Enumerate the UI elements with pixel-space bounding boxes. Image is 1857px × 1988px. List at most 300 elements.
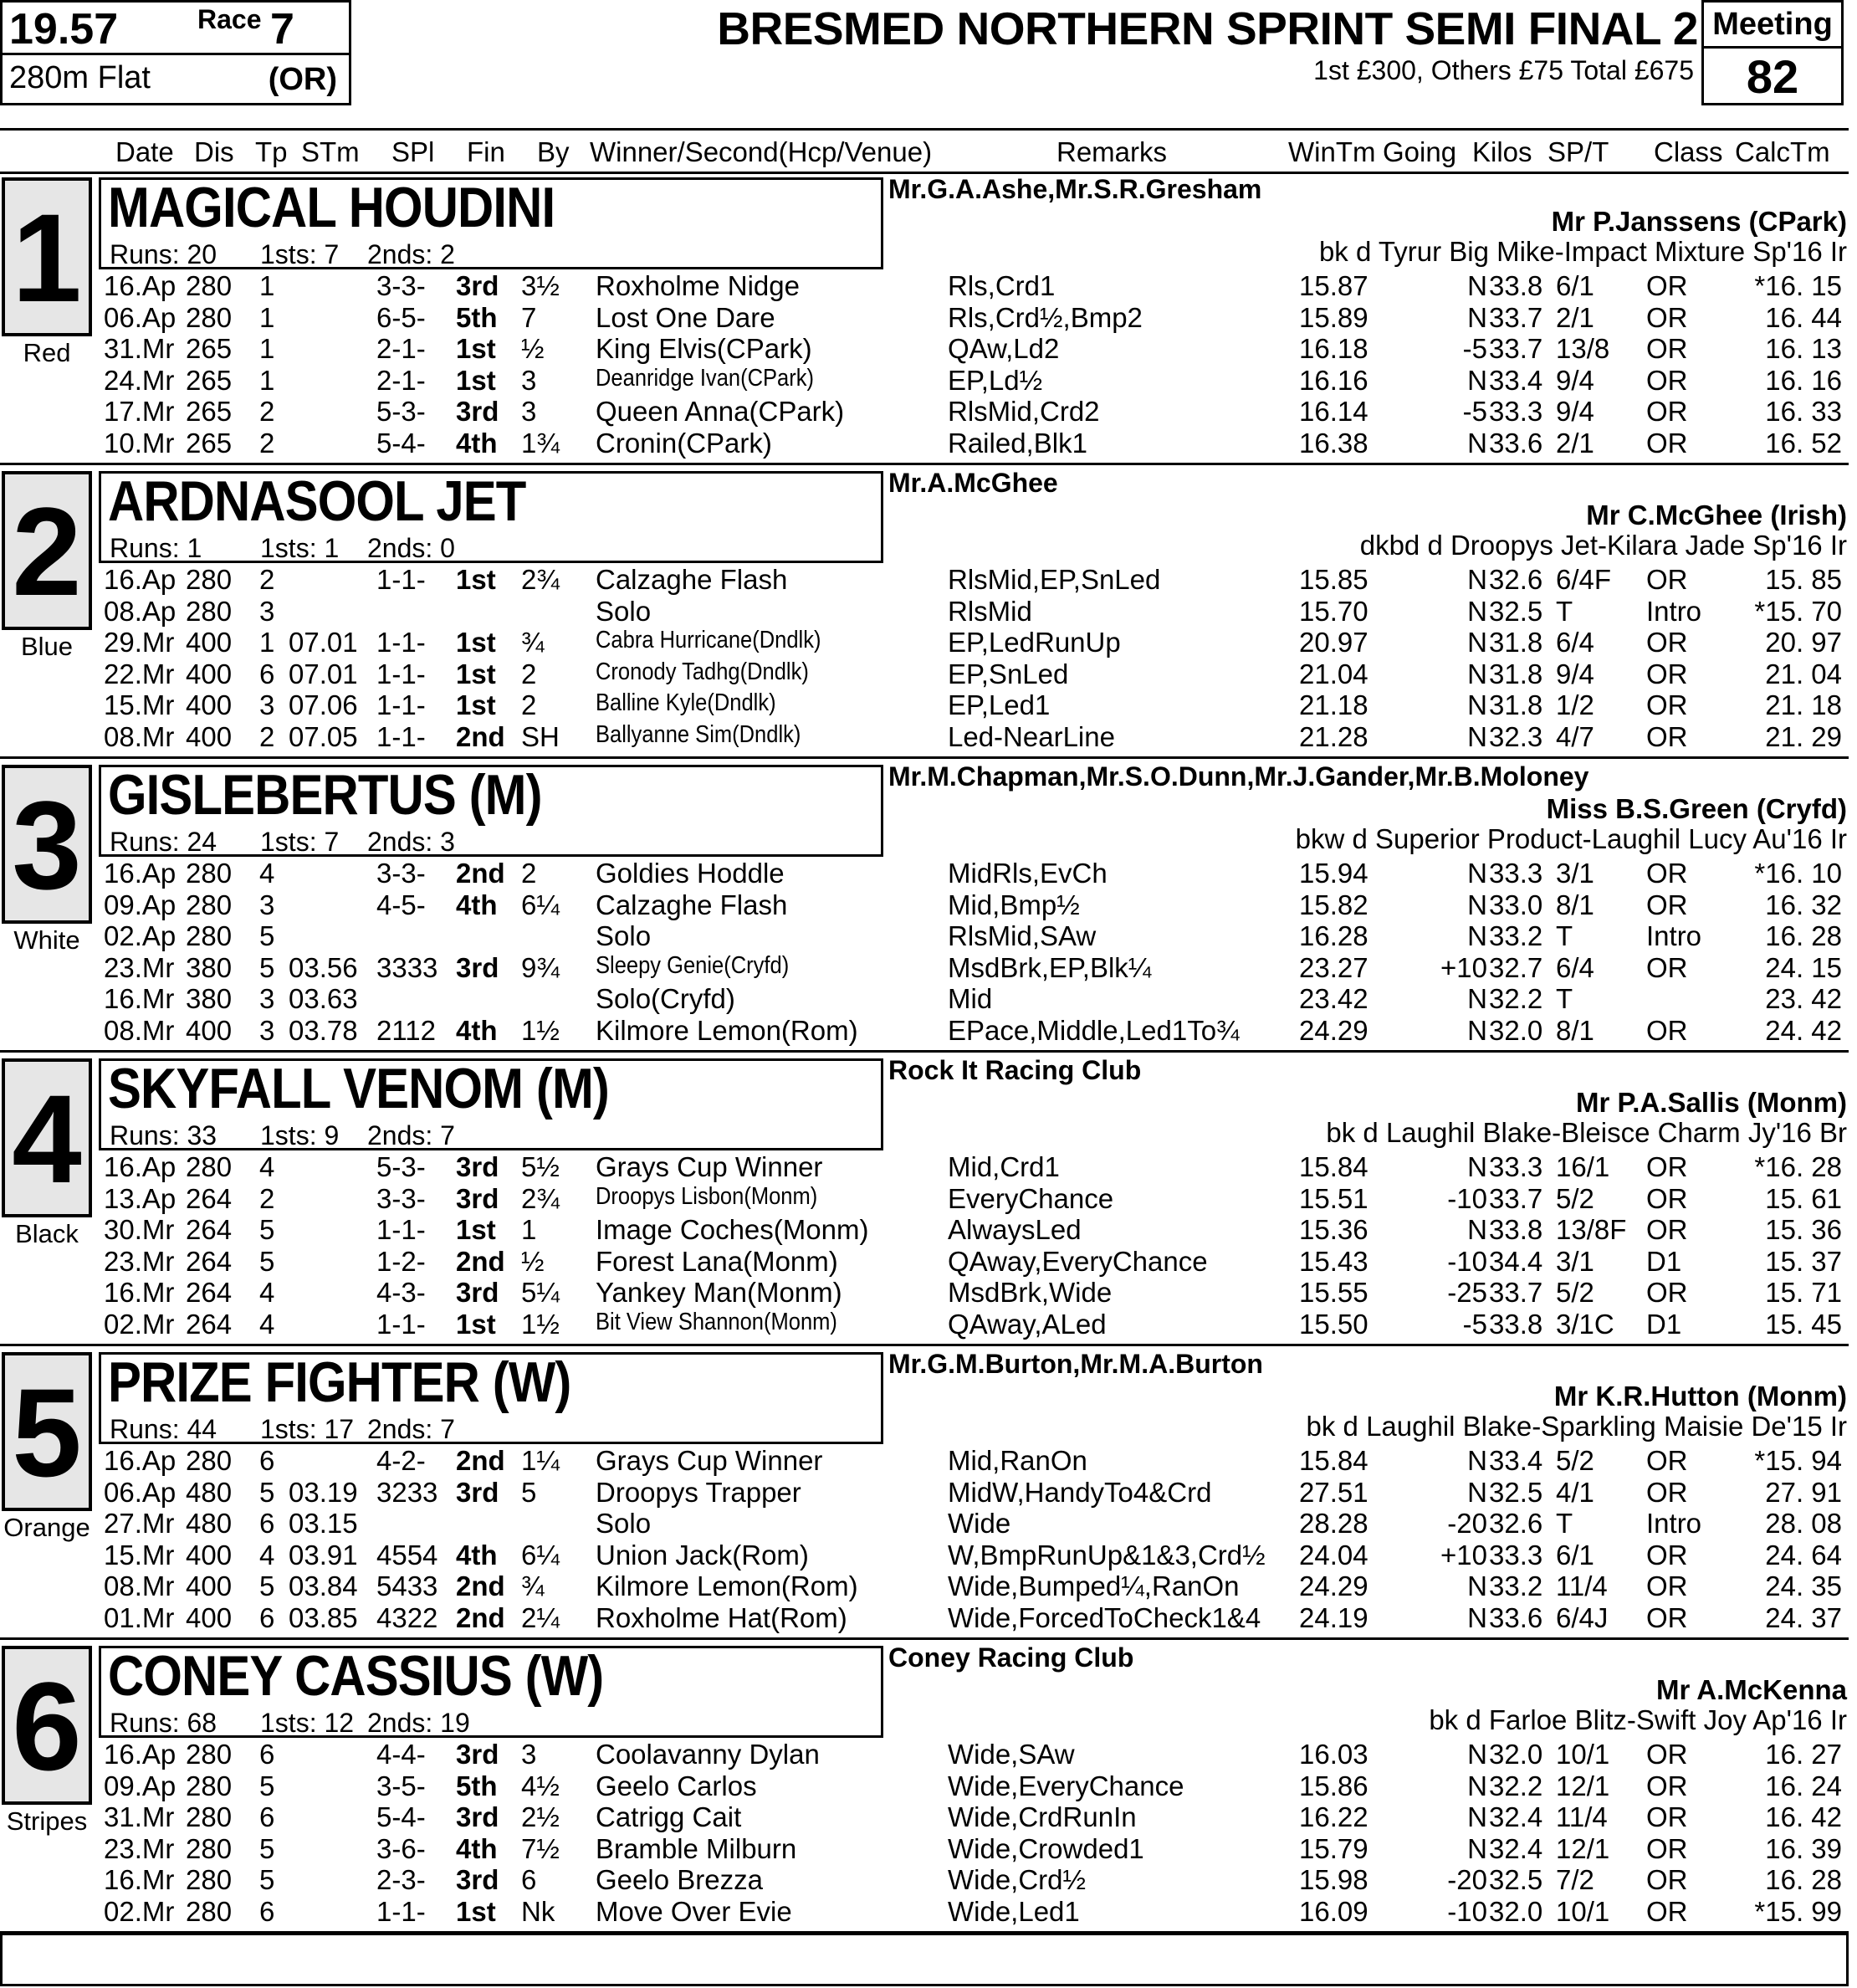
- form-wintm: 27.51: [1299, 1476, 1368, 1508]
- form-stm: 03.84: [289, 1570, 358, 1601]
- form-cls: OR: [1646, 1014, 1688, 1046]
- form-spl: 5-4-: [376, 427, 426, 459]
- form-by: 9¾: [521, 951, 560, 983]
- form-row: [0, 1183, 1857, 1214]
- form-row: [0, 858, 1857, 889]
- form-tp: 3: [259, 889, 275, 920]
- form-fin: 1st: [456, 627, 496, 658]
- form-remarks: Rls,Crd1: [948, 270, 1056, 301]
- form-cls: OR: [1646, 1770, 1688, 1801]
- form-dis: 380: [186, 983, 233, 1014]
- form-tp: 6: [259, 658, 275, 689]
- form-stm: 07.05: [289, 720, 358, 752]
- runner-name-box: [99, 471, 883, 563]
- form-spt: 10/1: [1556, 1739, 1610, 1770]
- form-tp: 6: [259, 1739, 275, 1770]
- form-date: 10.Mr: [104, 427, 175, 459]
- form-spt: 10/1: [1556, 1895, 1610, 1927]
- runner-name-box: [99, 1352, 883, 1444]
- form-dis: 400: [186, 1570, 233, 1601]
- col-class: Class: [1654, 136, 1723, 167]
- form-remarks: Wide,CrdRunIn: [948, 1801, 1137, 1832]
- form-kilos: 33.2: [1489, 1570, 1543, 1601]
- runner-name: SKYFALL VENOM (M): [108, 1057, 609, 1120]
- form-wintm: 15.87: [1299, 270, 1368, 301]
- form-fin: 2nd: [456, 1245, 505, 1277]
- form-by: 2¾: [521, 1182, 560, 1214]
- form-row: [0, 396, 1857, 427]
- form-kilos: 33.8: [1489, 1214, 1543, 1245]
- form-by: 1¼: [521, 1445, 560, 1476]
- form-spt: 12/1: [1556, 1832, 1610, 1864]
- form-going: -20: [1447, 1864, 1487, 1895]
- form-spl: 3-3-: [376, 1182, 426, 1214]
- runner-block: [0, 468, 1857, 761]
- trap-number: 3: [2, 765, 92, 924]
- form-winner: Goldies Hoddle: [596, 858, 785, 889]
- form-winner: Grays Cup Winner: [596, 1445, 823, 1476]
- form-going: -25: [1447, 1277, 1487, 1308]
- form-row: [0, 1445, 1857, 1476]
- form-dis: 480: [186, 1476, 233, 1508]
- form-going: N: [1467, 427, 1487, 459]
- form-fin: 3rd: [456, 1801, 499, 1832]
- form-calc: 16. 44: [1765, 301, 1842, 333]
- form-wintm: 15.43: [1299, 1245, 1368, 1277]
- form-cls: OR: [1646, 1895, 1688, 1927]
- form-kilos: 33.7: [1489, 301, 1543, 333]
- form-remarks: Wide,SAw: [948, 1739, 1075, 1770]
- trap-number: 6: [2, 1646, 92, 1805]
- form-calc: *15. 70: [1754, 595, 1842, 627]
- form-fin: 3rd: [456, 1864, 499, 1895]
- form-by: ¾: [521, 627, 545, 658]
- race-number: 7: [270, 5, 294, 54]
- form-date: 09.Ap: [104, 1770, 176, 1801]
- form-remarks: RlsMid,Crd2: [948, 396, 1100, 427]
- form-remarks: RlsMid,EP,SnLed: [948, 564, 1161, 595]
- form-spt: 6/4J: [1556, 1601, 1609, 1633]
- form-cls: OR: [1646, 1570, 1688, 1601]
- meeting-number: 82: [1746, 50, 1799, 103]
- form-cls: Intro: [1646, 920, 1702, 951]
- trap-number: 1: [2, 177, 92, 336]
- form-winner: Solo: [596, 920, 652, 951]
- form-calc: 21. 04: [1765, 658, 1842, 689]
- form-kilos: 31.8: [1489, 658, 1543, 689]
- col-calctm: CalcTm: [1735, 136, 1830, 167]
- form-calc: 15. 45: [1765, 1308, 1842, 1340]
- form-winner: Coolavanny Dylan: [596, 1739, 820, 1770]
- form-by: 5¼: [521, 1277, 560, 1308]
- form-spt: 5/2: [1556, 1445, 1594, 1476]
- form-spt: T: [1556, 595, 1573, 627]
- runner-runs: Runs: 24: [110, 827, 217, 857]
- form-kilos: 32.2: [1489, 983, 1543, 1014]
- runner-breeding: bk d Farloe Blitz-Swift Joy Ap'16 Ir: [1429, 1704, 1847, 1735]
- form-wintm: 21.18: [1299, 689, 1368, 720]
- form-spl: 2-3-: [376, 1864, 426, 1895]
- form-cls: OR: [1646, 889, 1688, 920]
- runner-owner: Mr.A.McGhee: [888, 468, 1058, 498]
- form-cls: OR: [1646, 1801, 1688, 1832]
- form-date: 17.Mr: [104, 396, 175, 427]
- form-kilos: 33.8: [1489, 1308, 1543, 1340]
- form-remarks: Wide,ForcedToCheck1&4: [948, 1601, 1261, 1633]
- form-row: [0, 1833, 1857, 1864]
- form-by: SH: [521, 720, 560, 752]
- form-fin: 3rd: [456, 270, 499, 301]
- form-calc: *16. 28: [1754, 1151, 1842, 1182]
- form-dis: 280: [186, 1739, 233, 1770]
- form-dis: 400: [186, 1601, 233, 1633]
- form-row: [0, 428, 1857, 459]
- form-date: 08.Ap: [104, 595, 176, 627]
- runner-runs: Runs: 44: [110, 1414, 217, 1444]
- form-stm: 07.06: [289, 689, 358, 720]
- form-dis: 265: [186, 333, 233, 364]
- runner-seconds: 2nds: 19: [367, 1708, 470, 1738]
- form-spt: 13/8F: [1556, 1214, 1627, 1245]
- form-spl: 1-1-: [376, 720, 426, 752]
- form-remarks: Wide,Led1: [948, 1895, 1080, 1927]
- form-calc: 24. 37: [1765, 1601, 1842, 1633]
- form-spt: 9/4: [1556, 396, 1594, 427]
- form-tp: 3: [259, 983, 275, 1014]
- runner-divider: [0, 463, 1849, 465]
- runner-trainer: Mr K.R.Hutton (Monm): [1553, 1381, 1847, 1412]
- form-fin: 4th: [456, 1014, 498, 1046]
- form-kilos: 33.3: [1489, 396, 1543, 427]
- form-dis: 480: [186, 1508, 233, 1539]
- form-tp: 5: [259, 1245, 275, 1277]
- form-tp: 5: [259, 920, 275, 951]
- form-cls: Intro: [1646, 1508, 1702, 1539]
- form-winner: Lost One Dare: [596, 301, 775, 333]
- col-stm: STm: [301, 136, 360, 167]
- form-by: 6: [521, 1864, 537, 1895]
- form-row: [0, 1896, 1857, 1927]
- form-fin: 3rd: [456, 1476, 499, 1508]
- form-calc: *15. 94: [1754, 1445, 1842, 1476]
- form-calc: 16. 52: [1765, 427, 1842, 459]
- form-winner: Deanridge Ivan(CPark): [596, 364, 814, 392]
- form-dis: 265: [186, 396, 233, 427]
- form-date: 02.Mr: [104, 1308, 175, 1340]
- form-going: N: [1467, 1476, 1487, 1508]
- form-spl: 5-4-: [376, 1801, 426, 1832]
- form-dis: 280: [186, 1895, 233, 1927]
- form-going: N: [1467, 658, 1487, 689]
- form-stm: 03.15: [289, 1508, 358, 1539]
- form-spt: 6/4F: [1556, 564, 1612, 595]
- form-kilos: 33.4: [1489, 364, 1543, 396]
- form-remarks: Wide: [948, 1508, 1011, 1539]
- form-cls: OR: [1646, 1151, 1688, 1182]
- runner-block: [0, 174, 1857, 468]
- form-by: 6¼: [521, 889, 560, 920]
- form-winner: Droopys Lisbon(Monm): [596, 1182, 818, 1210]
- form-stm: 03.78: [289, 1014, 358, 1046]
- form-date: 08.Mr: [104, 1570, 175, 1601]
- form-going: N: [1467, 983, 1487, 1014]
- form-tp: 6: [259, 1508, 275, 1539]
- form-wintm: 15.86: [1299, 1770, 1368, 1801]
- form-wintm: 16.03: [1299, 1739, 1368, 1770]
- form-dis: 265: [186, 364, 233, 396]
- form-kilos: 32.0: [1489, 1739, 1543, 1770]
- form-cls: OR: [1646, 396, 1688, 427]
- form-kilos: 33.7: [1489, 1182, 1543, 1214]
- form-kilos: 33.7: [1489, 333, 1543, 364]
- runner-owner: Mr.M.Chapman,Mr.S.O.Dunn,Mr.J.Gander,Mr.B.Moloney: [888, 761, 1589, 792]
- trap-colour: Stripes: [6, 1806, 88, 1836]
- form-spt: 4/7: [1556, 720, 1594, 752]
- race-grade: (OR): [268, 62, 337, 97]
- form-wintm: 15.51: [1299, 1182, 1368, 1214]
- form-wintm: 24.29: [1299, 1570, 1368, 1601]
- form-row: [0, 983, 1857, 1014]
- form-spl: 5-3-: [376, 396, 426, 427]
- form-fin: 1st: [456, 658, 496, 689]
- form-going: N: [1467, 564, 1487, 595]
- form-row: [0, 1770, 1857, 1801]
- runner-trainer: Mr A.McKenna: [1656, 1674, 1847, 1705]
- form-remarks: RlsMid: [948, 595, 1032, 627]
- form-tp: 6: [259, 1895, 275, 1927]
- form-calc: 16. 16: [1765, 364, 1842, 396]
- form-kilos: 32.6: [1489, 1508, 1543, 1539]
- meeting-box: [1701, 0, 1844, 105]
- form-calc: 16. 28: [1765, 1864, 1842, 1895]
- form-date: 16.Ap: [104, 1445, 176, 1476]
- form-remarks: QAway,ALed: [948, 1308, 1107, 1340]
- runner-block: [0, 761, 1857, 1055]
- form-kilos: 32.6: [1489, 564, 1543, 595]
- form-going: N: [1467, 858, 1487, 889]
- form-kilos: 32.3: [1489, 720, 1543, 752]
- form-tp: 4: [259, 1277, 275, 1308]
- form-by: 2¼: [521, 1601, 560, 1633]
- form-date: 08.Mr: [104, 720, 175, 752]
- form-calc: 24. 42: [1765, 1014, 1842, 1046]
- form-remarks: EPace,Middle,Led1To¾: [948, 1014, 1240, 1046]
- form-tp: 1: [259, 270, 275, 301]
- form-fin: 1st: [456, 333, 496, 364]
- form-winner: Union Jack(Rom): [596, 1539, 809, 1570]
- form-going: N: [1467, 595, 1487, 627]
- col-winner: Winner/Second(Hcp/Venue): [590, 136, 933, 167]
- form-by: 3: [521, 1739, 537, 1770]
- form-calc: 20. 97: [1765, 627, 1842, 658]
- form-cls: OR: [1646, 1832, 1688, 1864]
- form-spt: 3/1: [1556, 1245, 1594, 1277]
- form-row: [0, 658, 1857, 689]
- form-cls: OR: [1646, 270, 1688, 301]
- form-going: N: [1467, 889, 1487, 920]
- trap-colour: Black: [15, 1219, 79, 1248]
- form-calc: 16. 13: [1765, 333, 1842, 364]
- form-spt: 8/1: [1556, 1014, 1594, 1046]
- form-cls: OR: [1646, 1864, 1688, 1895]
- form-wintm: 23.42: [1299, 983, 1368, 1014]
- form-kilos: 32.4: [1489, 1801, 1543, 1832]
- form-winner: Calzaghe Flash: [596, 564, 788, 595]
- form-dis: 265: [186, 427, 233, 459]
- form-by: 1¾: [521, 427, 560, 459]
- form-winner: Cronody Tadhg(Dndlk): [596, 658, 809, 685]
- form-spl: 2112: [376, 1014, 436, 1046]
- form-date: 16.Ap: [104, 564, 176, 595]
- runner-runs: Runs: 1: [110, 533, 202, 563]
- form-fin: 2nd: [456, 1570, 505, 1601]
- form-cls: OR: [1646, 333, 1688, 364]
- form-cls: OR: [1646, 1739, 1688, 1770]
- runner-seconds: 2nds: 0: [367, 533, 455, 563]
- runner-block: [0, 1055, 1857, 1349]
- form-date: 16.Mr: [104, 1277, 175, 1308]
- form-wintm: 16.16: [1299, 364, 1368, 396]
- form-cls: OR: [1646, 564, 1688, 595]
- form-spt: 7/2: [1556, 1864, 1594, 1895]
- form-spt: 12/1: [1556, 1770, 1610, 1801]
- runner-name: CONEY CASSIUS (W): [108, 1644, 604, 1708]
- form-spt: 5/2: [1556, 1277, 1594, 1308]
- form-row: [0, 302, 1857, 333]
- form-tp: 4: [259, 1151, 275, 1182]
- form-tp: 5: [259, 1770, 275, 1801]
- form-kilos: 32.5: [1489, 595, 1543, 627]
- form-by: 1½: [521, 1014, 560, 1046]
- form-date: 15.Mr: [104, 1539, 175, 1570]
- form-spt: 5/2: [1556, 1182, 1594, 1214]
- form-spt: 4/1: [1556, 1476, 1594, 1508]
- form-dis: 400: [186, 720, 233, 752]
- form-tp: 6: [259, 1601, 275, 1633]
- form-kilos: 32.5: [1489, 1864, 1543, 1895]
- trap-number: 5: [2, 1352, 92, 1511]
- form-kilos: 33.8: [1489, 270, 1543, 301]
- runner-firsts: 1sts: 7: [260, 239, 340, 269]
- form-date: 16.Ap: [104, 1151, 176, 1182]
- form-kilos: 31.8: [1489, 689, 1543, 720]
- form-spl: 3333: [376, 951, 438, 983]
- form-fin: 4th: [456, 427, 498, 459]
- form-date: 16.Ap: [104, 1739, 176, 1770]
- form-date: 15.Mr: [104, 689, 175, 720]
- form-remarks: Mid,Bmp½: [948, 889, 1080, 920]
- form-calc: 15. 61: [1765, 1182, 1842, 1214]
- form-going: -10: [1447, 1245, 1487, 1277]
- runner-seconds: 2nds: 7: [367, 1414, 455, 1444]
- form-winner: Kilmore Lemon(Rom): [596, 1014, 858, 1046]
- form-row: [0, 1477, 1857, 1508]
- form-dis: 280: [186, 1801, 233, 1832]
- form-tp: 6: [259, 1801, 275, 1832]
- form-date: 22.Mr: [104, 658, 175, 689]
- form-dis: 280: [186, 1770, 233, 1801]
- runner-divider: [0, 1637, 1849, 1640]
- form-calc: 24. 35: [1765, 1570, 1842, 1601]
- form-spt: 11/4: [1556, 1570, 1608, 1601]
- form-row: [0, 721, 1857, 752]
- form-winner: Bit View Shannon(Monm): [596, 1308, 837, 1335]
- form-winner: King Elvis(CPark): [596, 333, 812, 364]
- form-date: 16.Mr: [104, 1864, 175, 1895]
- runner-seconds: 2nds: 7: [367, 1120, 455, 1150]
- form-row: [0, 952, 1857, 983]
- form-spl: 4-5-: [376, 889, 426, 920]
- form-cls: OR: [1646, 1476, 1688, 1508]
- form-spl: 1-1-: [376, 1308, 426, 1340]
- form-date: 16.Ap: [104, 270, 176, 301]
- trap-colour: Red: [23, 338, 71, 367]
- form-date: 01.Mr: [104, 1601, 175, 1633]
- form-going: N: [1467, 1770, 1487, 1801]
- form-row: [0, 270, 1857, 301]
- form-calc: 16. 42: [1765, 1801, 1842, 1832]
- form-kilos: 33.6: [1489, 427, 1543, 459]
- form-by: 2: [521, 689, 537, 720]
- form-spt: 16/1: [1556, 1151, 1610, 1182]
- form-spl: 5-3-: [376, 1151, 426, 1182]
- form-cls: OR: [1646, 1601, 1688, 1633]
- form-tp: 5: [259, 1864, 275, 1895]
- runner-breeding: dkbd d Droopys Jet-Kilara Jade Sp'16 Ir: [1359, 530, 1847, 561]
- form-wintm: 21.04: [1299, 658, 1368, 689]
- form-spl: 3-6-: [376, 1832, 426, 1864]
- form-dis: 280: [186, 301, 233, 333]
- form-spl: 2-1-: [376, 364, 426, 396]
- runner-runs: Runs: 33: [110, 1120, 217, 1150]
- form-tp: 1: [259, 333, 275, 364]
- form-going: -5: [1462, 1308, 1487, 1340]
- form-by: ¾: [521, 1570, 545, 1601]
- form-by: 4½: [521, 1770, 560, 1801]
- form-remarks: QAw,Ld2: [948, 333, 1060, 364]
- form-kilos: 31.8: [1489, 627, 1543, 658]
- form-cls: OR: [1646, 689, 1688, 720]
- form-date: 24.Mr: [104, 364, 175, 396]
- form-wintm: 15.94: [1299, 858, 1368, 889]
- form-stm: 07.01: [289, 658, 358, 689]
- form-remarks: Wide,Crowded1: [948, 1832, 1144, 1864]
- runner-trainer: Mr P.A.Sallis (Monm): [1576, 1087, 1847, 1118]
- runner-seconds: 2nds: 2: [367, 239, 455, 269]
- form-remarks: Mid: [948, 983, 993, 1014]
- form-calc: 24. 15: [1765, 951, 1842, 983]
- form-winner: Cronin(CPark): [596, 427, 772, 459]
- trap-colour: White: [13, 925, 80, 955]
- form-going: N: [1467, 1601, 1487, 1633]
- form-kilos: 33.2: [1489, 920, 1543, 951]
- form-remarks: EP,Led1: [948, 689, 1051, 720]
- form-remarks: MsdBrk,EP,Blk¼: [948, 951, 1152, 983]
- form-by: 3: [521, 396, 537, 427]
- trap-colour: Orange: [3, 1513, 90, 1542]
- form-spl: 1-2-: [376, 1245, 426, 1277]
- form-row: [0, 596, 1857, 627]
- form-going: N: [1467, 1832, 1487, 1864]
- race-time: 19.57: [9, 5, 119, 54]
- form-spl: 6-5-: [376, 301, 426, 333]
- race-label: Race: [197, 4, 262, 34]
- form-stm: 03.19: [289, 1476, 358, 1508]
- form-fin: 3rd: [456, 1739, 499, 1770]
- form-tp: 4: [259, 1308, 275, 1340]
- form-kilos: 33.3: [1489, 1151, 1543, 1182]
- form-stm: 03.63: [289, 983, 358, 1014]
